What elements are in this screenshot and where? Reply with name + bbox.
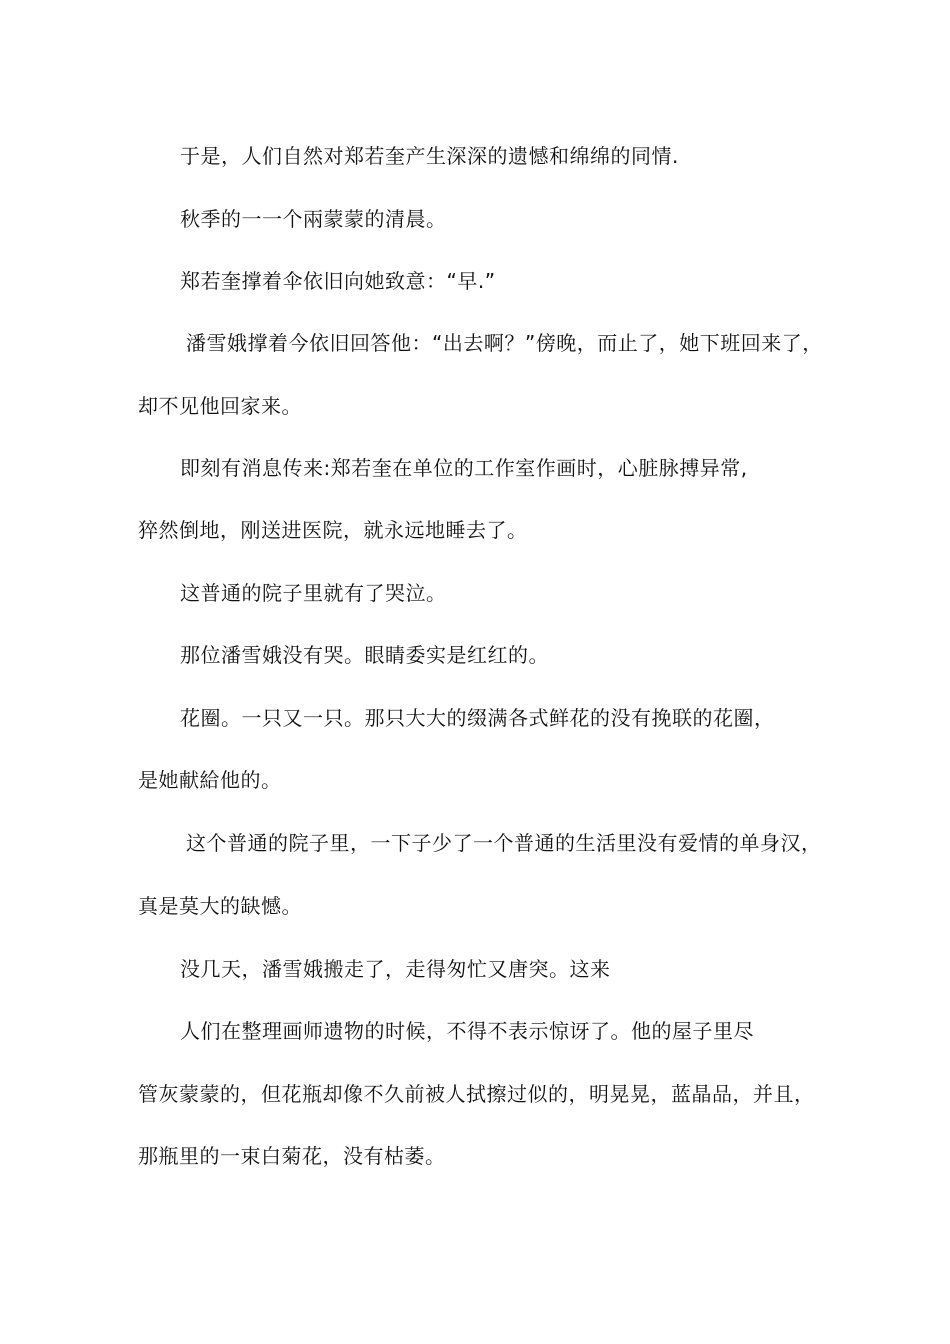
- text-line-6: 即刻有消息传来:郑若奎在单位的工作室作画时，心脏脉搏异常,: [180, 456, 748, 480]
- text-line-14: 没几天，潘雪娥搬走了，走得匆忙又唐突。这来: [180, 957, 611, 981]
- text-line-11: 是她献給他的。: [138, 768, 282, 792]
- text-line-15: 人们在整理画师遗物的时候，不得不表示惊讶了。他的屋子里尽: [180, 1019, 754, 1043]
- text-line-5: 却不见他回家来。: [138, 394, 302, 418]
- text-line-13: 真是莫大的缺憾。: [138, 894, 302, 918]
- text-line-3: 郑若奎撑着伞依旧向她致意：“早.”: [180, 269, 496, 293]
- text-line-4: 潘雪娥撑着今依旧回答他：“出去啊？”傍晚，而止了，她下班回来了，: [186, 331, 823, 355]
- text-line-1: 于是，人们自然对郑若奎产生深深的遗憾和绵绵的同情.: [180, 144, 679, 168]
- text-line-17: 那瓶里的一束白菊花，没有枯萎。: [138, 1144, 446, 1168]
- text-line-7: 猝然倒地，刚送进医院，就永远地睡去了。: [138, 518, 528, 542]
- text-line-9: 那位潘雪娥没有哭。眼睛委实是红红的。: [180, 643, 549, 667]
- text-line-10: 花圈。一只又一只。那只大大的缀满各式鲜花的没有挽联的花圈，: [180, 706, 775, 730]
- text-line-2: 秋季的一一个兩蒙蒙的清晨。: [180, 207, 447, 231]
- text-line-12: 这个普通的院子里，一下子少了一个普通的生活里没有爱情的单身汉，: [186, 831, 822, 855]
- text-line-8: 这普通的院子里就有了哭泣。: [180, 581, 447, 605]
- text-line-16: 管灰蒙蒙的，但花瓶却像不久前被人拭擦过似的，明晃晃，蓝晶品，并且，: [138, 1082, 815, 1106]
